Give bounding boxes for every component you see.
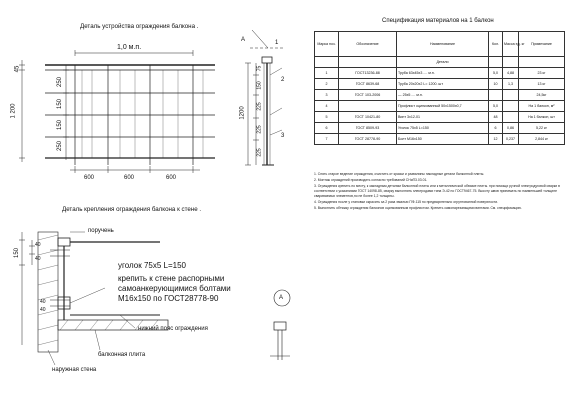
label-wall: наружная стена <box>52 367 97 373</box>
callout-3: 3 <box>281 133 285 139</box>
cell: Уголок 75х5 L=150 <box>397 123 489 134</box>
note-item: 2. Монтаж ограждений производить согласно требований СНиП3.03.01. <box>314 178 428 183</box>
table-row <box>315 68 565 79</box>
inner-dim-250b: 250 <box>57 140 64 152</box>
cell: 2 <box>315 79 339 90</box>
callout-2: 2 <box>281 77 285 83</box>
left-dim-45: 45 <box>14 65 21 73</box>
fasten-dim-40c: 40 <box>40 299 46 305</box>
side-dim-150: 150 <box>256 81 263 90</box>
cell: Болт М16х150 <box>397 134 489 145</box>
cell: 5,22 кг <box>519 123 565 134</box>
cell: 6 <box>315 123 339 134</box>
cell: 0,86 <box>503 123 519 134</box>
spec-header-row <box>315 32 565 57</box>
side-dim-1200: 1200 <box>239 106 246 120</box>
detail-a-circle-label: A <box>279 295 284 301</box>
section-a-marker: A <box>241 37 246 43</box>
note-item: 4. Ограждения после у становки окрасить за 2 раза эмалью ПФ-115 по предварительно огрунтованной поверхности. <box>314 199 499 204</box>
cell: Труба 63х45х3 .... м.п. <box>397 68 489 79</box>
note-item: 3. Ограждения крепить по месту, к закладным деталям балконной плиты или к металлической обвязке плиты. при помощи ручной электродуговой сварки в соответствии с указаниями ГОСТ 14098-85, сварку выполнять электродами типа Э-42 по ГОСТ9467-75. Высоту швов принимать по наименьшей толщине свариваемых элементов,но не более 1,2 толщины. <box>314 184 560 198</box>
spec-header: Примечание <box>519 32 565 57</box>
bottom-dim-2: 600 <box>124 175 135 181</box>
cell: 13 кг <box>519 79 565 90</box>
label-fix-1: крепить к стене распорными <box>118 274 225 283</box>
cell: 5,0 <box>489 101 503 112</box>
cell: ГОСТ 28778-90 <box>339 134 397 145</box>
cell: 1,3 <box>503 79 519 90</box>
cell: — 25х5 .... м.п. <box>397 90 489 101</box>
span-dimension: 1,0 м.п. <box>117 44 142 51</box>
fasten-dim-150: 150 <box>14 247 21 259</box>
cell: 5,0 <box>489 68 503 79</box>
table-row <box>315 112 565 123</box>
cell <box>339 101 397 112</box>
cell <box>489 90 503 101</box>
cell: 24,5кг <box>519 90 565 101</box>
fastening-detail-title: Деталь крепления ограждения балкона к стене . <box>62 206 202 213</box>
cell <box>503 101 519 112</box>
label-lower-belt: нижний пояс ограждения <box>138 326 208 332</box>
bottom-dim-1: 600 <box>84 175 95 181</box>
spec-table <box>314 31 565 145</box>
cell: 2,844 кг <box>519 134 565 145</box>
label-fix-3: М16x150 по ГОСТ28778-90 <box>118 294 219 303</box>
label-handrail: поручень <box>88 228 114 234</box>
fasten-dim-40d: 40 <box>40 307 46 313</box>
notes-block <box>314 172 566 212</box>
inner-dim-250a: 250 <box>57 76 64 88</box>
cell: 10 <box>489 79 503 90</box>
label-angle: уголок 75x5 L=150 <box>118 261 186 270</box>
callout-1: 1 <box>275 40 279 46</box>
table-row <box>315 134 565 145</box>
left-dim-1200: 1 200 <box>10 103 17 119</box>
cell: 4 <box>315 101 339 112</box>
inner-dim-150b: 150 <box>57 119 64 131</box>
side-dim-225c: 225 <box>256 148 263 157</box>
cell: ГОСТ 103-2006 <box>339 90 397 101</box>
spec-section-row <box>315 57 565 68</box>
table-row <box>315 79 565 90</box>
railing-detail-title: Деталь устройства ограждения балкона . <box>80 23 199 30</box>
cell: 4,88 <box>503 68 519 79</box>
table-row <box>315 101 565 112</box>
cell: ГОСТ 8639-68 <box>339 79 397 90</box>
cell <box>503 112 519 123</box>
cell: 12 <box>489 134 503 145</box>
label-slab: балконная плита <box>98 352 146 358</box>
cell: 7 <box>315 134 339 145</box>
side-dim-75: 75 <box>256 65 263 72</box>
cell: Винт 3х12-01 <box>397 112 489 123</box>
spec-header: Наименование <box>397 32 489 57</box>
spec-header: Масса ед. кг <box>503 32 519 57</box>
fasten-dim-40a: 40 <box>35 242 41 248</box>
spec-title: Спецификация материалов на 1 балкон <box>382 18 494 24</box>
side-dim-225a: 225 <box>256 102 263 111</box>
cell: На 1 балкон, шт <box>519 112 565 123</box>
cell: Труба 20х20х2 L= 1200. шт <box>397 79 489 90</box>
cell: ГОСТ 8509-93 <box>339 123 397 134</box>
cell: На 1 балкон, м² <box>519 101 565 112</box>
cell: ГОСТ13236-88 <box>339 68 397 79</box>
cell: Профлист оцинкованный 50х1500х0,7 <box>397 101 489 112</box>
cell: 5 <box>315 112 339 123</box>
side-dim-225b: 225 <box>256 125 263 134</box>
label-fix-2: самоанкерующимися болтами <box>118 284 231 293</box>
spec-header: Кол. <box>489 32 503 57</box>
bottom-dim-3: 600 <box>166 175 177 181</box>
cell: 48 <box>489 112 503 123</box>
note-item: 5. Выполнить обтяжку ограждения балконов оцинкованным профлистом. Крепить самонарезающими винтами. См. спецификацию. <box>314 205 522 210</box>
table-row <box>315 90 565 101</box>
cell: 0,237 <box>503 134 519 145</box>
cell <box>503 90 519 101</box>
spec-header: Обозначение <box>339 32 397 57</box>
cell: 3 <box>315 90 339 101</box>
cell: ГОСТ 10421-80 <box>339 112 397 123</box>
note-item: 1. Снять старое ведение ограждения, очистить от краски и развалины накладные детали балконной плиты. <box>314 172 485 176</box>
table-row <box>315 123 565 134</box>
cell: 6 <box>489 123 503 134</box>
spec-header: Марка поз. <box>315 32 339 57</box>
cell: 23 кг <box>519 68 565 79</box>
inner-dim-150a: 150 <box>57 98 64 110</box>
spec-section-label: Детали <box>397 57 489 68</box>
fasten-dim-40b: 40 <box>35 256 41 262</box>
cell: 1 <box>315 68 339 79</box>
